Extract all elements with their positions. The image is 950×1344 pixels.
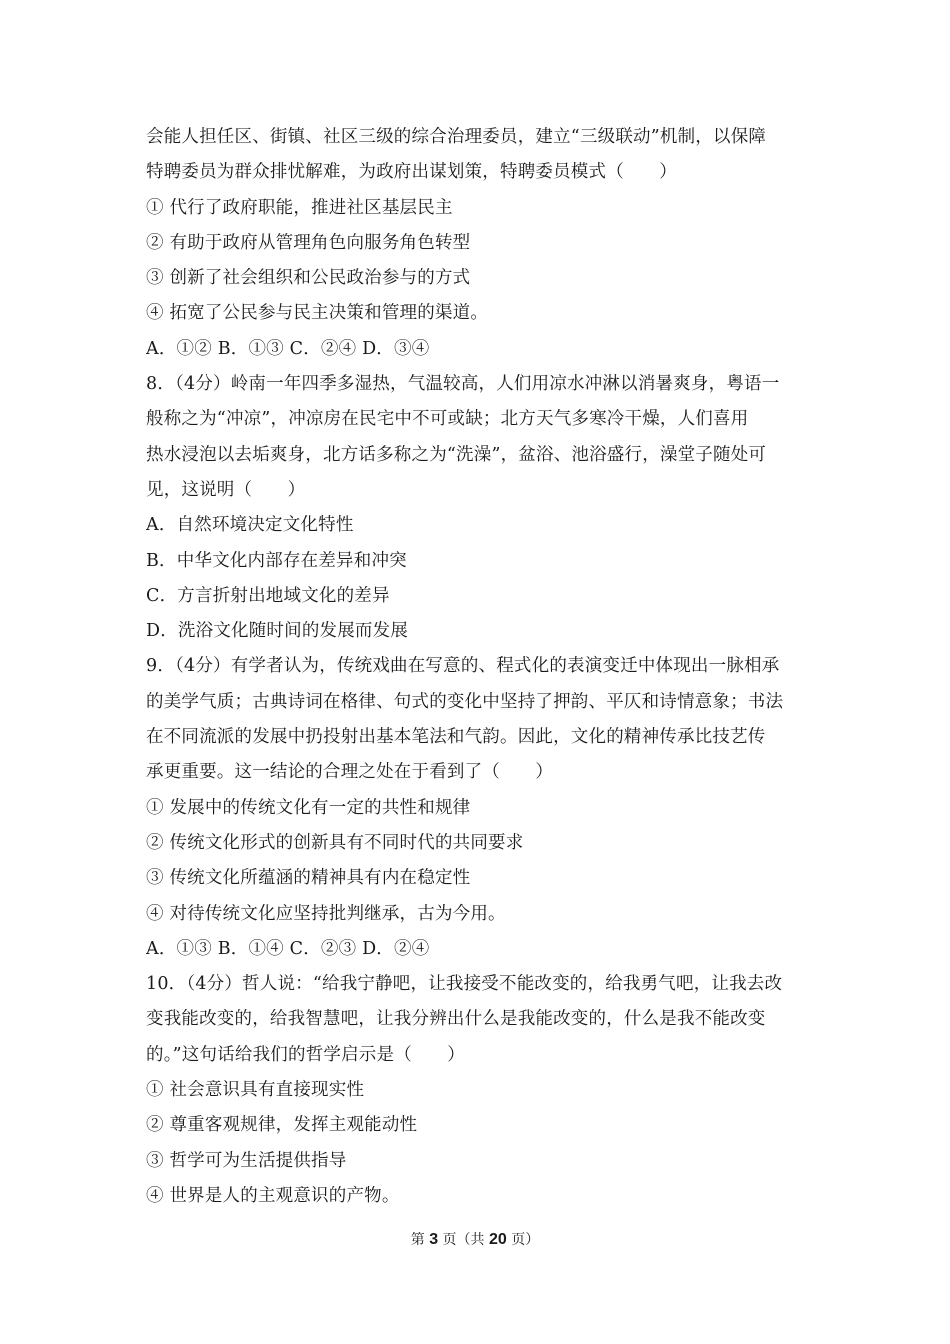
question-10-stem: 10．（4分）哲人说：“给我宁静吧，让我接受不能改变的，给我勇气吧，让我去改 [146, 974, 783, 995]
option-line: ④ 世界是人的主观意识的产物。 [146, 1185, 400, 1206]
footer-prefix: 第 [410, 1232, 425, 1248]
footer-middle: 页（共 [442, 1232, 485, 1248]
option-line: ② 有助于政府从管理角色向服务角色转型 [146, 232, 471, 253]
choice-c: C．方言折射出地域文化的差异 [146, 585, 390, 606]
footer-total-pages: 20 [489, 1231, 507, 1248]
page-content [146, 120, 810, 1214]
text-line: 的。”这句话给我们的哲学启示是（ ） [146, 1044, 465, 1065]
text-line: 见，这说明（ ） [146, 479, 306, 500]
option-line: ① 发展中的传统文化有一定的共性和规律 [146, 797, 471, 818]
option-line: ③ 创新了社会组织和公民政治参与的方式 [146, 268, 471, 289]
option-line: ④ 对待传统文化应坚持批判继承，古为今用。 [146, 903, 506, 924]
option-line: ① 社会意识具有直接现实性 [146, 1080, 365, 1101]
choice-d: D．洗浴文化随时间的发展而发展 [146, 621, 409, 642]
answer-choices: A．①② B．①③ C．②④ D．③④ [146, 338, 430, 359]
text-line: 变我能改变的，给我智慧吧，让我分辨出什么是我能改变的，什么是我不能改变 [146, 1009, 766, 1030]
text-line: 在不同流派的发展中扔投射出基本笔法和气韵。因此，文化的精神传承比技艺传 [146, 727, 766, 748]
answer-choices: A．①③ B．①④ C．②③ D．②④ [146, 938, 430, 959]
question-9-stem: 9．（4分）有学者认为，传统戏曲在写意的、程式化的表演变迁中体现出一脉相承 [146, 656, 780, 677]
option-line: ① 代行了政府职能，推进社区基层民主 [146, 197, 453, 218]
text-line: 会能人担任区、街镇、社区三级的综合治理委员，建立“三级联动”机制，以保障 [146, 127, 767, 147]
question-8-stem: 8．（4分）岭南一年四季多湿热，气温较高，人们用凉水冲淋以消暑爽身，粤语一 [146, 374, 780, 395]
text-line: 的美学气质；古典诗词在格律、句式的变化中坚持了押韵、平仄和诗情意象；书法 [146, 691, 784, 712]
option-line: ② 尊重客观规律，发挥主观能动性 [146, 1115, 418, 1136]
choice-a: A．自然环境决定文化特性 [146, 515, 354, 536]
page-footer [0, 1228, 950, 1252]
footer-page-number: 3 [429, 1231, 439, 1248]
text-line: 般称之为“冲凉”，冲凉房在民宅中不可或缺；北方天气多寒冷干燥，人们喜用 [146, 409, 749, 430]
option-line: ② 传统文化形式的创新具有不同时代的共同要求 [146, 832, 524, 853]
option-line: ③ 哲学可为生活提供指导 [146, 1150, 347, 1171]
choice-b: B．中华文化内部存在差异和冲突 [146, 550, 407, 571]
option-line: ④ 拓宽了公民参与民主决策和管理的渠道。 [146, 303, 489, 324]
option-line: ③ 传统文化所蕴涵的精神具有内在稳定性 [146, 868, 471, 889]
text-line: 热水浸泡以去垢爽身，北方话多称之为“洗澡”，盆浴、池浴盛行，澡堂子随处可 [146, 444, 767, 465]
text-line: 特聘委员为群众排忧解难，为政府出谋划策，特聘委员模式（ ） [146, 162, 677, 183]
footer-suffix: 页） [511, 1232, 540, 1248]
text-line: 承更重要。这一结论的合理之处在于看到了（ ） [146, 762, 554, 783]
